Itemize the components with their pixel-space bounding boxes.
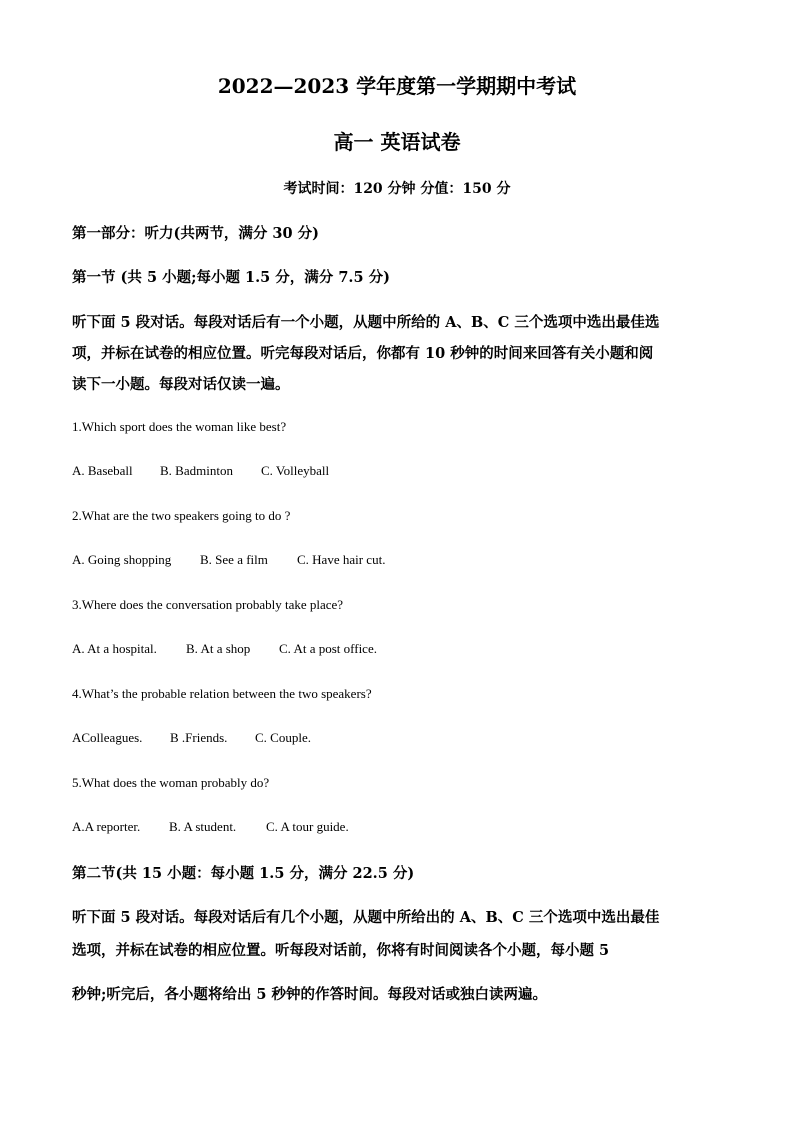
- exam-title: 2022—2023 学年度第一学期期中考试: [217, 74, 577, 98]
- option-c[interactable]: C. A tour guide.: [266, 819, 349, 834]
- question-options: [72, 463, 329, 479]
- section2-instruction-line: 秒钟;听完后，各小题将给出 5 秒钟的作答时间。每段对话或独白读两遍。: [72, 986, 548, 1003]
- option-b[interactable]: B. See a film: [200, 552, 268, 567]
- option-c[interactable]: C. At a post office.: [279, 641, 377, 656]
- question-stem: 3.Where does the conversation probably take place?: [72, 597, 344, 612]
- option-c[interactable]: C. Volleyball: [261, 463, 330, 478]
- option-a[interactable]: A. Going shopping: [72, 552, 172, 567]
- question-stem: 2.What are the two speakers going to do ?: [72, 508, 291, 523]
- option-a[interactable]: A.A reporter.: [72, 819, 141, 834]
- question-stem: 5.What does the woman probably do?: [72, 775, 270, 790]
- section2-instruction-line: 听下面 5 段对话。每段对话后有几个小题，从题中所给出的 A、B、C 三个选项中选出最佳: [72, 909, 660, 926]
- question-options: [72, 819, 349, 835]
- option-a[interactable]: A. Baseball: [72, 463, 133, 478]
- question-options: [72, 641, 377, 657]
- section1-instruction-line: 读下一小题。每段对话仅读一遍。: [72, 376, 290, 393]
- option-a[interactable]: AColleagues.: [72, 730, 143, 745]
- exam-subtitle: 高一 英语试卷: [333, 130, 461, 154]
- section2-heading: 第二节(共 15 小题：每小题 1.5 分，满分 22.5 分): [72, 865, 415, 882]
- option-c[interactable]: C. Couple.: [255, 730, 311, 745]
- option-b[interactable]: B. Badminton: [160, 463, 233, 478]
- option-b[interactable]: B. A student.: [169, 819, 237, 834]
- option-a[interactable]: A. At a hospital.: [72, 641, 157, 656]
- section2-instruction-line: 选项，并标在试卷的相应位置。听每段对话前，你将有时间阅读各个小题，每小题 5: [72, 942, 610, 959]
- option-b[interactable]: B. At a shop: [186, 641, 251, 656]
- part1-heading: 第一部分：听力(共两节，满分 30 分): [72, 225, 319, 242]
- exam-meta: 考试时间：120 分钟 分值：150 分: [283, 181, 511, 197]
- question-stem: 4.What’s the probable relation between the two speakers?: [72, 686, 372, 701]
- section1-heading: 第一节 (共 5 小题;每小题 1.5 分，满分 7.5 分): [72, 269, 390, 286]
- option-b[interactable]: B .Friends.: [170, 730, 228, 745]
- question-options: [72, 730, 311, 746]
- section1-instruction-line: 听下面 5 段对话。每段对话后有一个小题，从题中所给的 A、B、C 三个选项中选出最佳选: [72, 314, 660, 331]
- section1-instruction-line: 项，并标在试卷的相应位置。听完每段对话后，你都有 10 秒钟的时间来回答有关小题和阅: [72, 345, 654, 362]
- question-options: [72, 552, 385, 568]
- question-stem: 1.Which sport does the woman like best?: [72, 419, 287, 434]
- option-c[interactable]: C. Have hair cut.: [297, 552, 386, 567]
